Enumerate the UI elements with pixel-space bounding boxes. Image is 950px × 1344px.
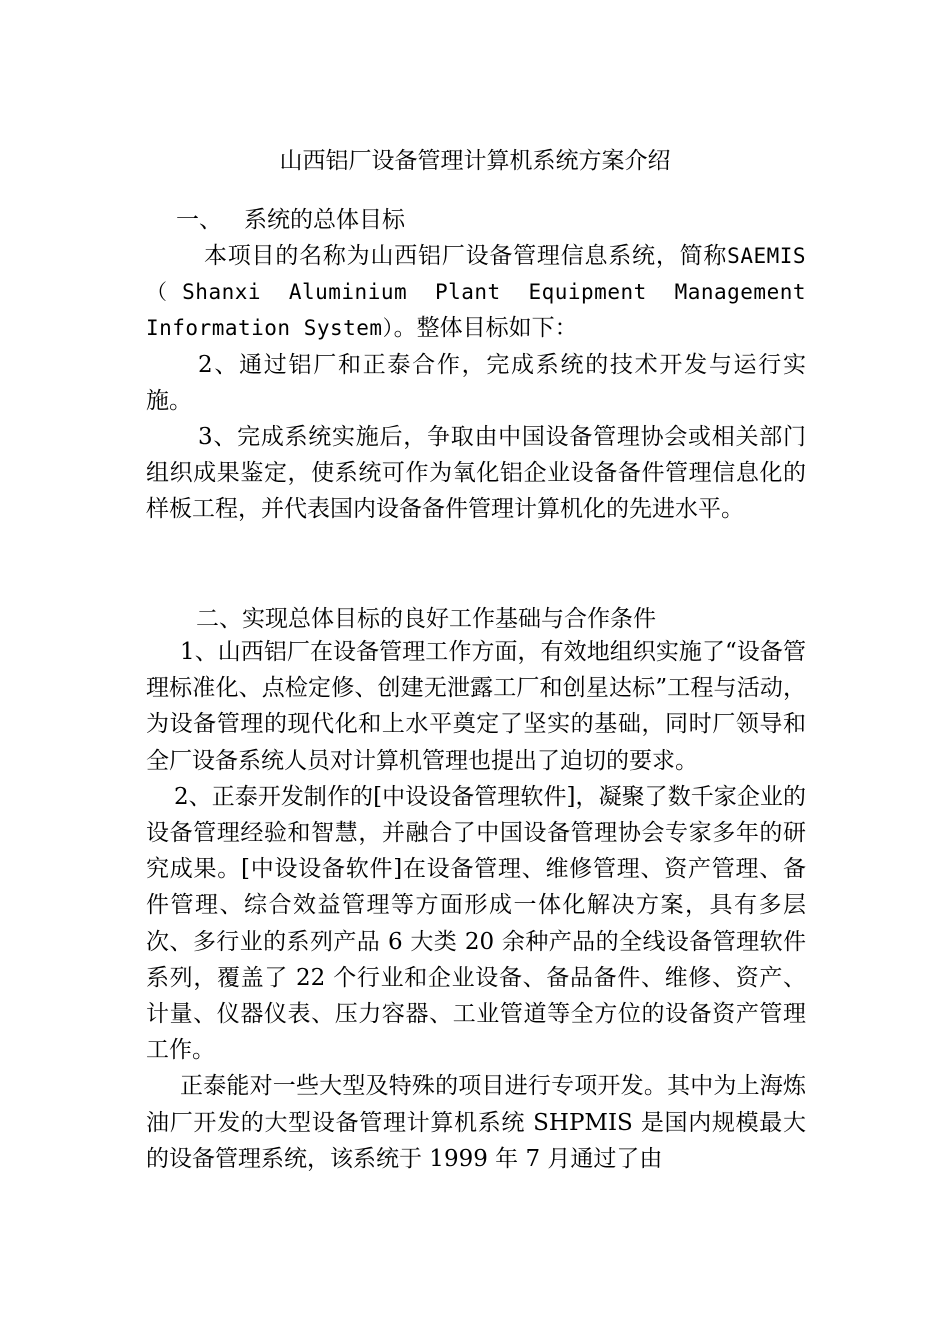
basis-1-text: 1、山西铝厂在设备管理工作方面，有效地组织实施了“设备管理标准化、点检定修、创建无泄露工厂和创星达标”工程与活动，为设备管理的现代化和上水平奠定了坚实的基础，同时厂领导和全厂设备系统人员对计算机管理也提出了迫切的要求。: [146, 639, 806, 774]
english-name: SAEMIS（Shanxi Aluminium Plant Equipment Management Information System）: [146, 244, 807, 341]
section-1-heading-text: 系统的总体目标: [244, 207, 405, 233]
section-1-paragraph-3: [146, 419, 806, 528]
goal-3-text: 3、完成系统实施后，争取由中国设备管理协会或相关部门组织成果鉴定，使系统可作为氧化铝企业设备备件管理信息化的样板工程，并代表国内设备备件管理计算机化的先进水平。: [146, 424, 806, 523]
section-2-paragraph-3: [146, 1068, 806, 1177]
document-title: 山西铝厂设备管理计算机系统方案介绍: [279, 148, 671, 174]
section-1-heading: [176, 205, 405, 235]
intro-text: 本项目的名称为: [204, 243, 371, 269]
system-name: 山西铝厂设备管理信息系统: [370, 243, 656, 269]
abbr-lead: ，简称: [655, 243, 728, 269]
section-2-paragraph-2: [146, 779, 806, 1069]
basis-2-text: 2、正泰开发制作的[中设设备管理软件]，凝聚了数千家企业的设备管理经验和智慧，并融合了中国设备管理协会专家多年的研究成果。[中设设备软件]在设备管理、维修管理、资产管理、备件管理、综合效益管理等方面形成一体化解决方案，具有多层次、多行业的系列产品 6 大类 20 余种产品的全线设备管理软件系列，覆盖了 22 个行业和企业设备、备品备件、维修、资产、计量、仪器仪表、压力容器、工业管道等全方位的设备资产管理工作。: [146, 783, 806, 1064]
section-2-body: [146, 634, 806, 1177]
goal-lead: 。整体目标如下：: [393, 315, 578, 342]
section-2-heading: 二、实现总体目标的良好工作基础与合作条件: [196, 606, 656, 632]
section-1-body: [146, 238, 806, 528]
section-1-paragraph-2: [146, 347, 806, 419]
section-1-paragraph-1: [146, 238, 806, 347]
section-1-number: 一、: [176, 207, 222, 233]
basis-3-text: 正泰能对一些大型及特殊的项目进行专项开发。其中为上海炼油厂开发的大型设备管理计算机系统 SHPMIS 是国内规模最大的设备管理系统，该系统于 1999 年 7 月通过了由: [146, 1073, 806, 1172]
section-2-paragraph-1: [146, 634, 806, 779]
goal-2-text: 2、通过铝厂和正泰合作，完成系统的技术开发与运行实施。: [146, 351, 806, 414]
